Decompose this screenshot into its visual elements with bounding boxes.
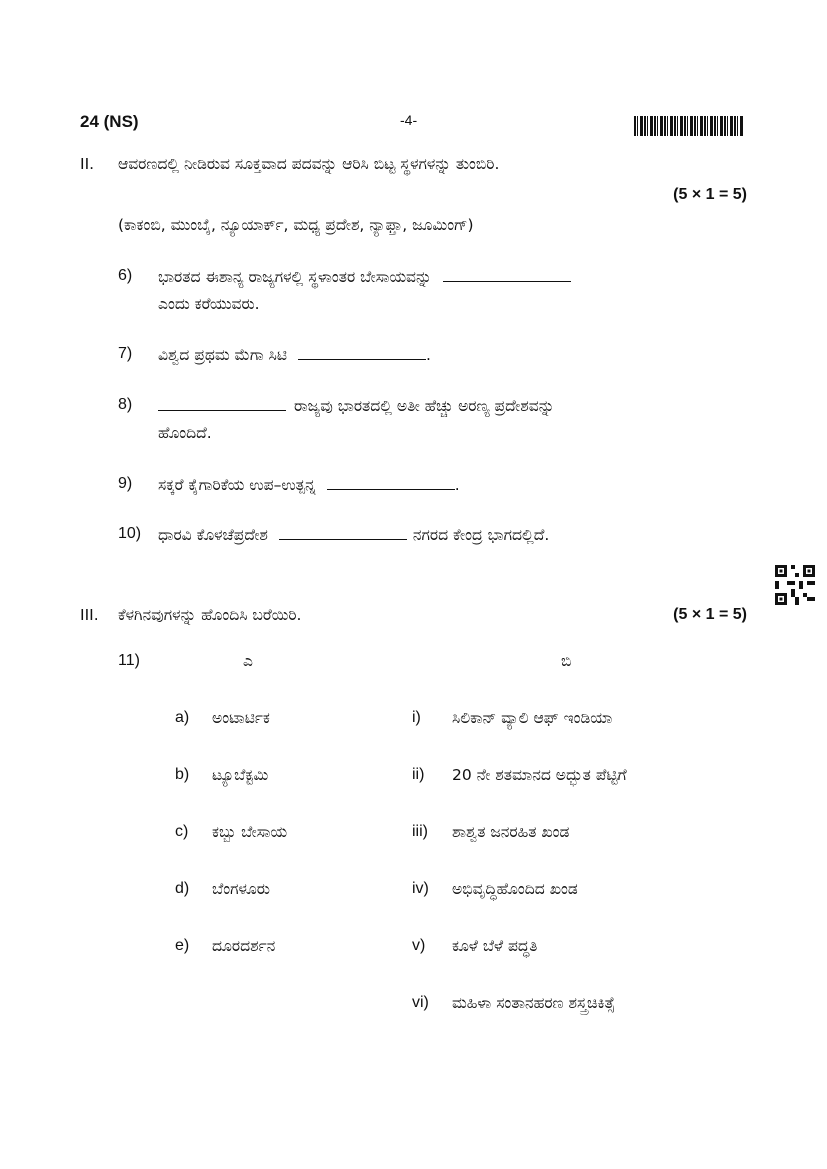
question-text-part: ಭಾರತದ ಈಶಾನ್ಯ ರಾಜ್ಯಗಳಲ್ಲಿ ಸ್ಥಳಾಂತರ ಬೇಸಾಯವನ್ನು bbox=[158, 268, 432, 286]
b-item-text: ಮಹಿಳಾ ಸಂತಾನಹರಣ ಶಸ್ತ್ರಚಿಕಿತ್ಸೆ bbox=[452, 994, 615, 1012]
a-item-label: b) bbox=[175, 766, 190, 783]
section-2-marks: (5 × 1 = 5) bbox=[673, 186, 747, 203]
section-3-numeral: III. bbox=[80, 606, 99, 624]
question-text-part: ನಗರದ ಕೇಂದ್ರ ಭಾಗದಲ್ಲಿದೆ. bbox=[412, 526, 550, 544]
b-item-text: 20 ನೇ ಶತಮಾನದ ಅದ್ಭುತ ಪೆಟ್ಟಿಗೆ bbox=[452, 766, 627, 784]
question-number: 10) bbox=[118, 525, 142, 542]
section-2-numeral: II. bbox=[80, 155, 95, 173]
question-10-text bbox=[158, 525, 549, 545]
a-item-label: e) bbox=[175, 937, 190, 954]
answer-blank bbox=[443, 267, 571, 282]
b-item-text: ಕೂಳೆ ಬೆಳೆ ಪದ್ಧತಿ bbox=[452, 937, 538, 955]
a-item-text: ಬೆಂಗಳೂರು bbox=[212, 880, 270, 898]
question-text-part: ಧಾರವಿ ಕೊಳಚೆಪ್ರದೇಶ bbox=[158, 526, 268, 544]
section-3-instruction: ಕೆಳಗಿನವುಗಳನ್ನು ಹೊಂದಿಸಿ ಬರೆಯಿರಿ. bbox=[118, 606, 302, 624]
barcode bbox=[634, 116, 744, 136]
question-8-text-cont: ಹೊಂದಿದೆ. bbox=[158, 424, 212, 442]
question-number: 6) bbox=[118, 267, 133, 284]
b-item-label: iii) bbox=[412, 823, 428, 840]
section-2-instruction: ಆವರಣದಲ್ಲಿ ನೀಡಿರುವ ಸೂಕ್ತವಾದ ಪದವನ್ನು ಆರಿಸಿ ಬಿಟ್ಟ ಸ್ಥಳಗಳನ್ನು ತುಂಬಿರಿ. bbox=[118, 155, 500, 173]
section-3-marks: (5 × 1 = 5) bbox=[673, 606, 747, 623]
answer-blank bbox=[327, 475, 455, 490]
a-item-label: d) bbox=[175, 880, 190, 897]
b-item-label: iv) bbox=[412, 880, 429, 897]
b-item-label: v) bbox=[412, 937, 426, 954]
question-text-part: . bbox=[454, 476, 460, 494]
answer-blank bbox=[298, 345, 426, 360]
question-6-text bbox=[158, 267, 571, 287]
b-item-label: vi) bbox=[412, 994, 429, 1011]
a-item-label: a) bbox=[175, 709, 190, 726]
column-a-heading: ಎ bbox=[243, 652, 253, 670]
question-number: 9) bbox=[118, 475, 133, 492]
question-number: 7) bbox=[118, 345, 133, 362]
b-item-text: ಸಿಲಿಕಾನ್ ವ್ಯಾಲಿ ಆಫ್ ಇಂಡಿಯಾ bbox=[452, 709, 613, 727]
a-item-text: ಅಂಟಾರ್ಟಿಕ bbox=[212, 709, 270, 727]
question-6-text-cont: ಎಂದು ಕರೆಯುವರು. bbox=[158, 295, 260, 313]
question-7-text bbox=[158, 345, 431, 365]
question-text-part: . bbox=[425, 346, 431, 364]
answer-blank bbox=[158, 396, 286, 411]
qr-code bbox=[775, 565, 815, 605]
question-text-part: ಸಕ್ಕರೆ ಕೈಗಾರಿಕೆಯ ಉಪ–ಉತ್ಪನ್ನ bbox=[158, 476, 316, 494]
paper-code: 24 (NS) bbox=[80, 112, 139, 131]
a-item-text: ಕಬ್ಬು ಬೇಸಾಯ bbox=[212, 823, 288, 841]
a-item-label: c) bbox=[175, 823, 189, 840]
page-number: -4- bbox=[400, 112, 418, 128]
answer-blank bbox=[279, 525, 407, 540]
question-text-part: ವಿಶ್ವದ ಪ್ರಥಮ ಮೆಗಾ ಸಿಟಿ bbox=[158, 346, 288, 364]
question-number: 8) bbox=[118, 396, 133, 413]
b-item-text: ಅಭಿವೃದ್ಧಿಹೊಂದಿದ ಖಂಡ bbox=[452, 880, 578, 898]
section-2-options: (ಕಾಕಂಬಿ, ಮುಂಬೈ, ನ್ಯೂಯಾರ್ಕ್, ಮಧ್ಯ ಪ್ರದೇಶ, ನ್ಯಾಫ್ತಾ, ಜೂಮಿಂಗ್) bbox=[118, 216, 474, 234]
question-9-text bbox=[158, 475, 460, 495]
column-b-heading: ಬಿ bbox=[561, 652, 572, 670]
b-item-label: ii) bbox=[412, 766, 425, 783]
b-item-label: i) bbox=[412, 709, 421, 726]
question-text-part: ರಾಜ್ಯವು ಭಾರತದಲ್ಲಿ ಅತೀ ಹೆಚ್ಚು ಅರಣ್ಯ ಪ್ರದೇಶವನ್ನು bbox=[294, 397, 555, 415]
b-item-text: ಶಾಶ್ವತ ಜನರಹಿತ ಖಂಡ bbox=[452, 823, 570, 841]
a-item-text: ಟ್ಯೂಬೆಕ್ಟಮಿ bbox=[212, 766, 269, 784]
a-item-text: ದೂರದರ್ಶನ bbox=[212, 937, 276, 955]
question-8-text bbox=[158, 396, 554, 416]
question-11-number: 11) bbox=[118, 652, 140, 669]
